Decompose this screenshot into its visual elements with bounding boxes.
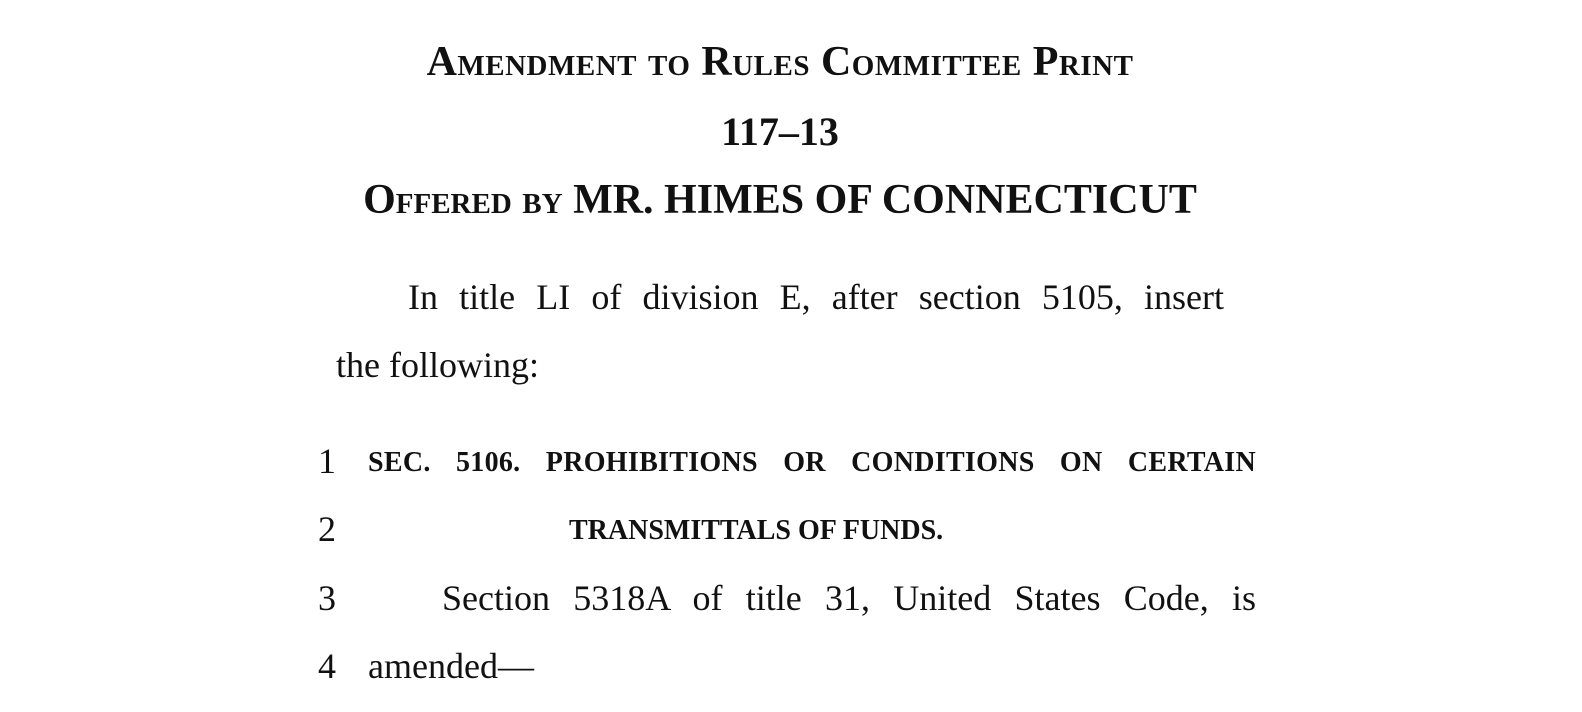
body-text-line-3: Section 5318A of title 31, United States Code, is — [442, 578, 1256, 618]
intro-paragraph-line-1: In title LI of division E, after section 5105, insert — [408, 277, 1224, 317]
offered-by-line — [0, 176, 1560, 224]
offered-by-prefix: Offered by — [363, 177, 563, 223]
section-heading-line-2: TRANSMITTALS OF FUNDS. — [569, 515, 944, 546]
amendment-title: Amendment to Rules Committee Print — [426, 39, 1134, 85]
body-text-line-4: amended— — [368, 646, 534, 686]
line-number: 4 — [318, 646, 336, 686]
line-number: 3 — [318, 578, 336, 618]
line-number: 2 — [318, 509, 336, 549]
sponsor-name: MR. HIMES OF CONNECTICUT — [573, 177, 1197, 223]
section-heading-line-1: SEC. 5106. PROHIBITIONS OR CONDITIONS ON CERTAIN — [368, 447, 1256, 478]
intro-paragraph-line-2: the following: — [336, 345, 539, 385]
print-number: 117–13 — [721, 109, 839, 154]
line-number: 1 — [318, 441, 336, 481]
